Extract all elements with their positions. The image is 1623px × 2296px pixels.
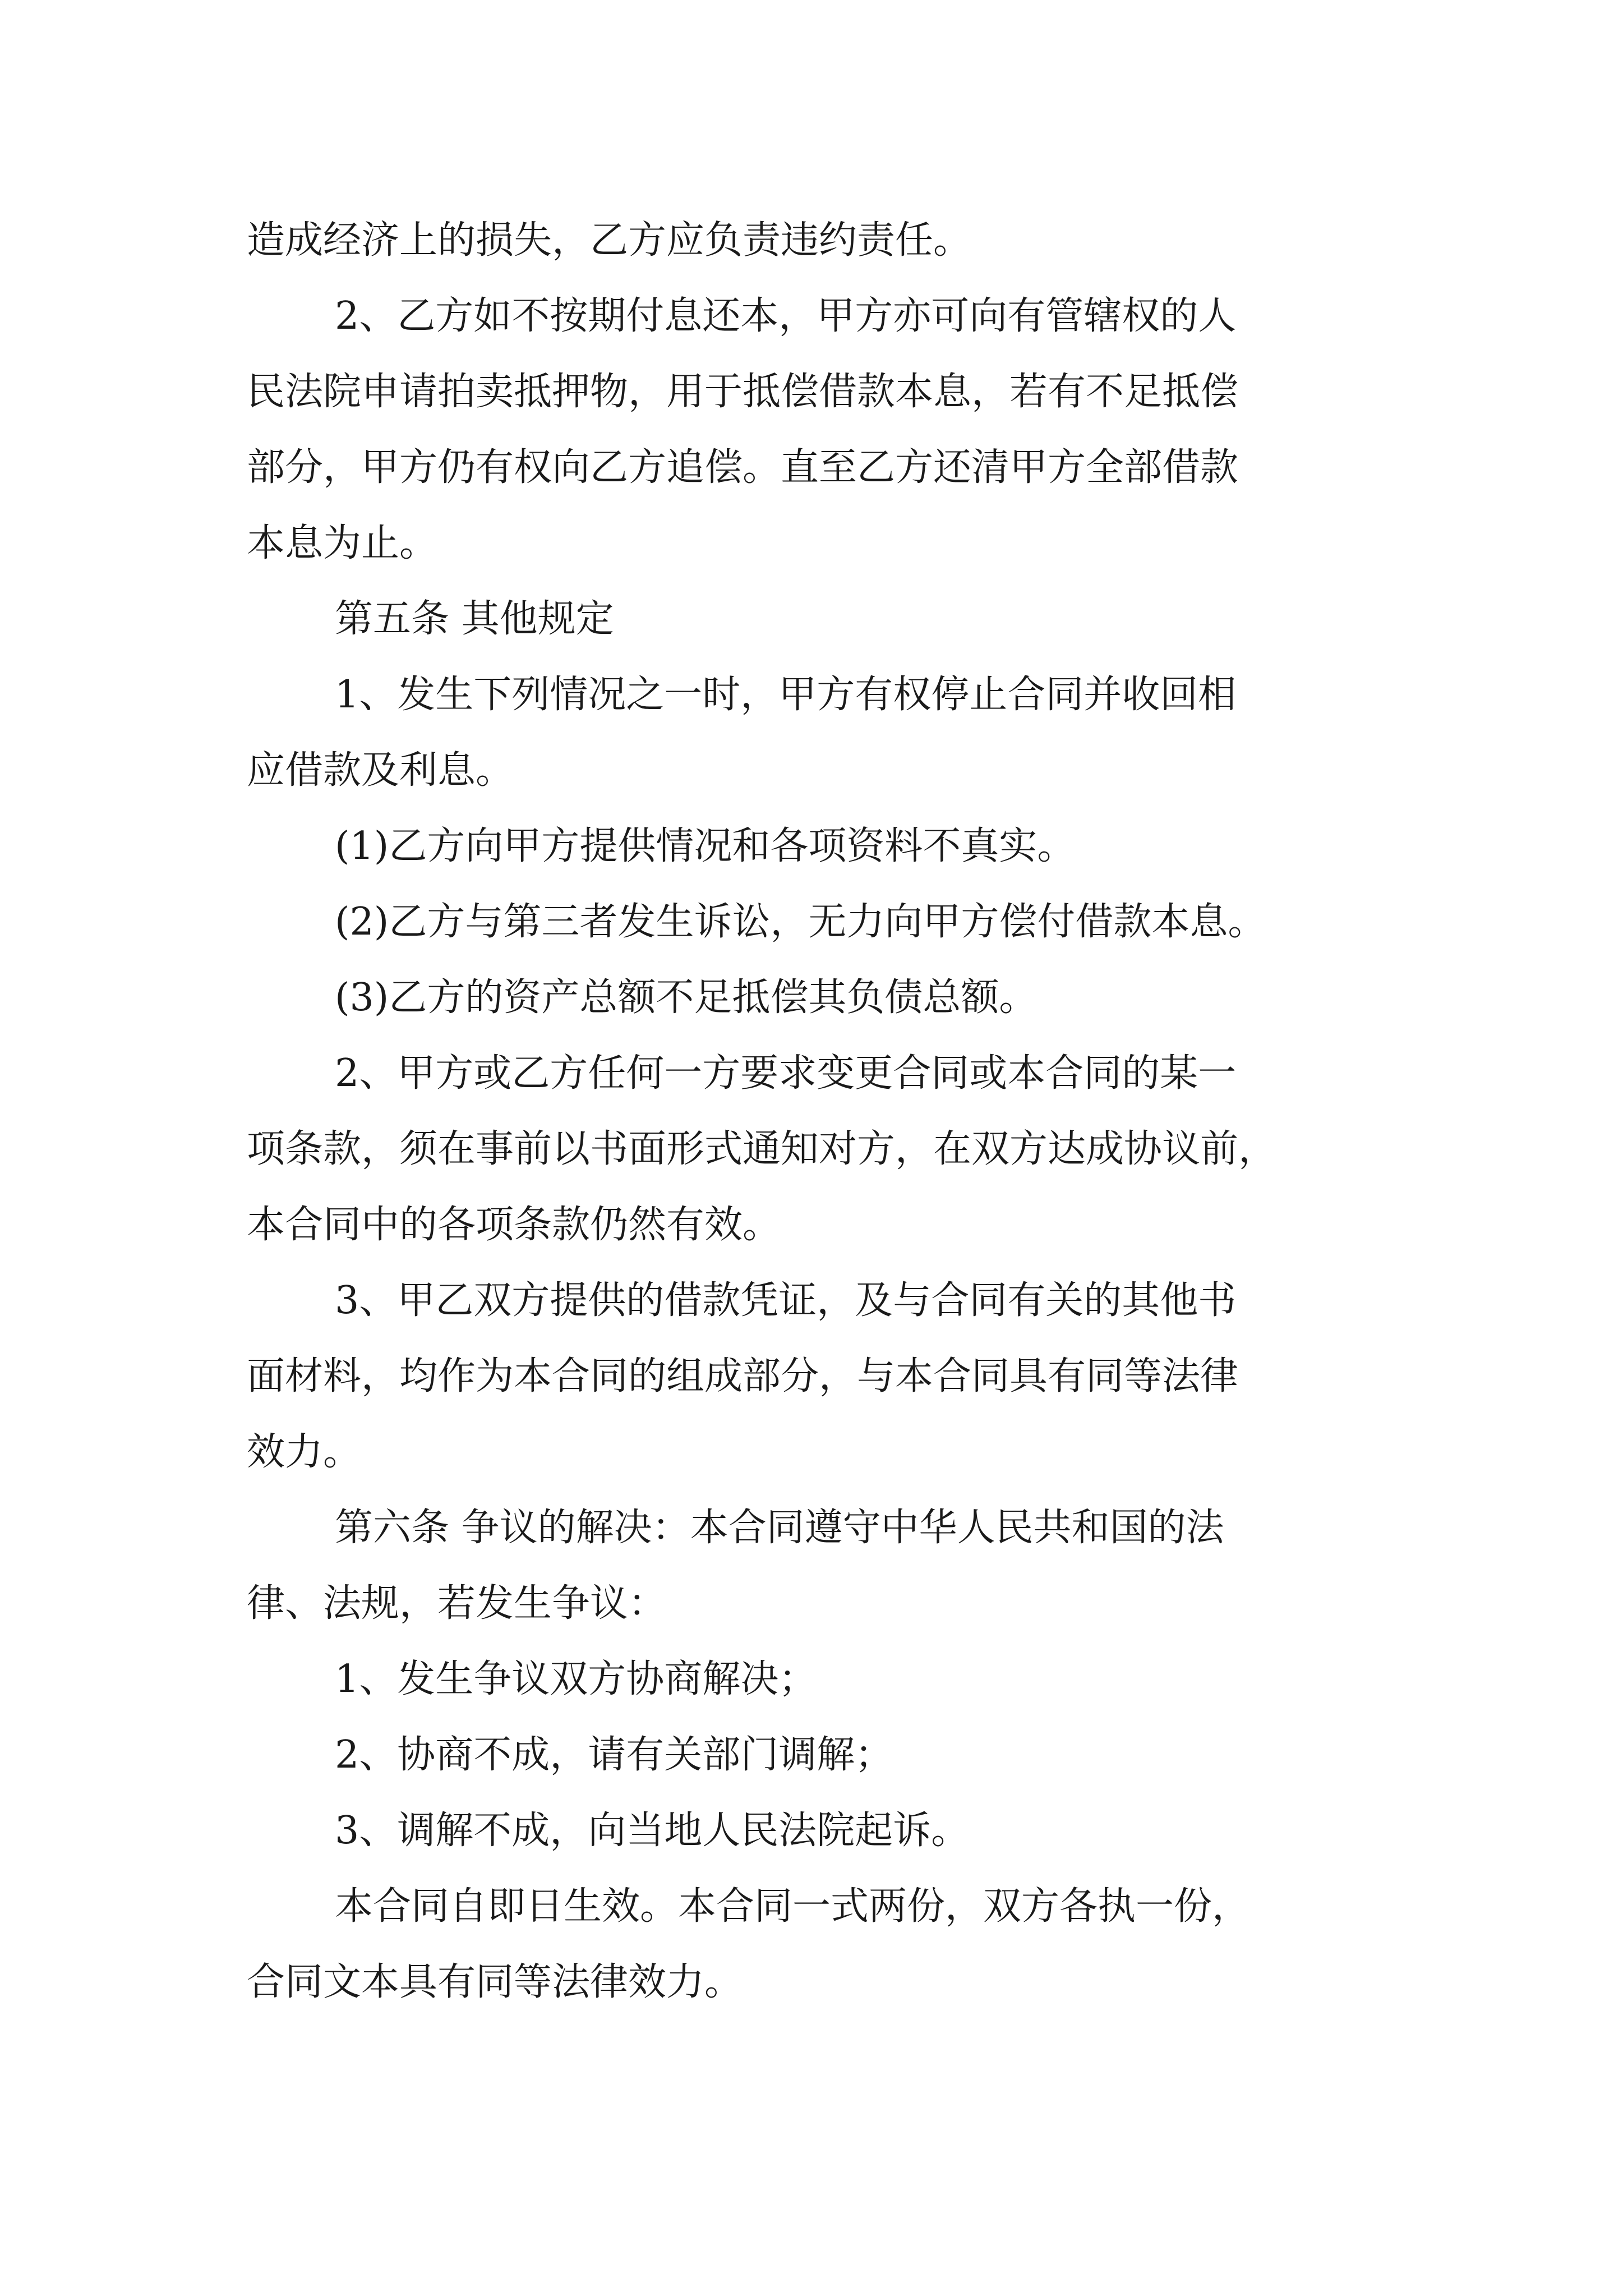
list-item: (3)乙方的资产总额不足抵偿其负债总额。 [335,976,1038,1020]
section-heading: 第六条 争议的解决：本合同遵守中华人民共和国的法 [335,1506,1224,1550]
text-line: 2、甲方或乙方任何一方要求变更合同或本合同的某一 [335,1051,1237,1096]
text-line: 本合同自即日生效。本合同一式两份，双方各执一份， [335,1884,1251,1929]
text-line: 2、乙方如不按期付息还本，甲方亦可向有管辖权的人 [335,294,1237,338]
text-line: 合同文本具有同等法律效力。 [247,1960,743,2004]
text-line: 面材料，均作为本合同的组成部分，与本合同具有同等法律 [247,1354,1239,1398]
text-line: 本合同中的各项条款仍然有效。 [247,1203,781,1247]
text-line: 民法院申请拍卖抵押物，用于抵偿借款本息，若有不足抵偿 [247,370,1239,414]
text-line: 项条款，须在事前以书面形式通知对方，在双方达成协议前， [247,1127,1277,1171]
text-line: 造成经济上的损失，乙方应负责违约责任。 [247,218,972,263]
text-line: 律、法规，若发生争议： [247,1581,667,1626]
text-line: 应借款及利息。 [247,748,514,793]
list-item: 3、调解不成，向当地人民法院起诉。 [335,1809,970,1853]
list-item: (1)乙方向甲方提供情况和各项资料不真实。 [335,824,1076,868]
text-line: 3、甲乙双方提供的借款凭证，及与合同有关的其他书 [335,1278,1237,1323]
section-heading: 第五条 其他规定 [335,597,614,641]
list-item: (2)乙方与第三者发生诉讼，无力向甲方偿付借款本息。 [335,900,1266,944]
text-line: 1、发生下列情况之一时，甲方有权停止合同并收回相 [335,673,1237,717]
text-line: 效力。 [247,1430,362,1474]
text-line: 部分，甲方仍有权向乙方追偿。直至乙方还清甲方全部借款 [247,445,1239,490]
list-item: 2、协商不成，请有关部门调解； [335,1733,893,1777]
list-item: 1、发生争议双方协商解决； [335,1657,817,1701]
text-line: 本息为止。 [247,521,438,565]
